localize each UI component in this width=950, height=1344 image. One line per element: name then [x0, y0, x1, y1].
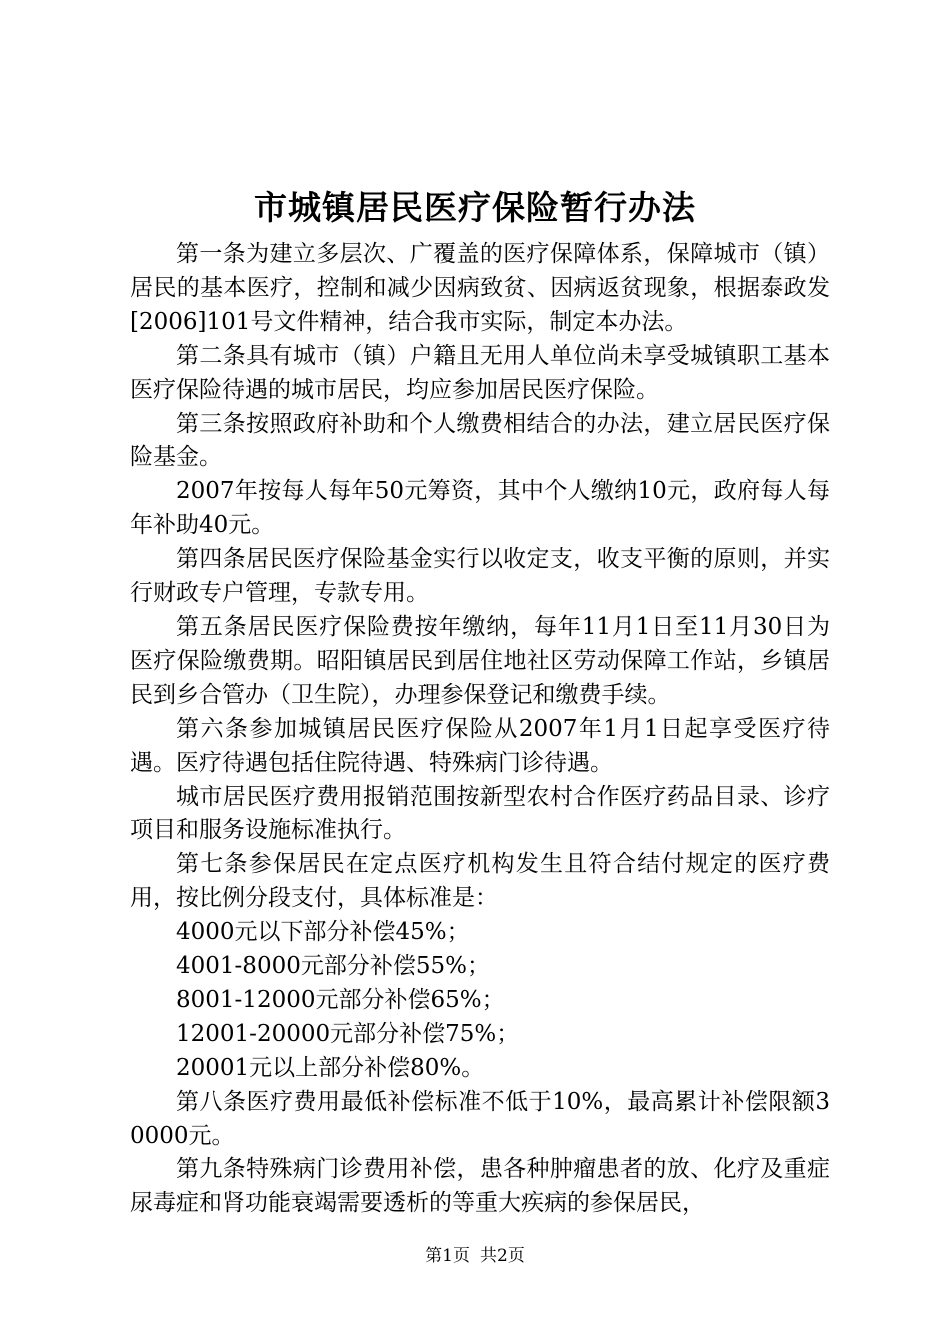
document-title: 市城镇居民医疗保险暂行办法: [254, 188, 696, 227]
paragraph-article-9: 第九条特殊病门诊费用补偿，患各种肿瘤患者的放、化疗及重症尿毒症和肾功能衰竭需要透析的等重大疾病的参保居民，: [130, 1156, 830, 1217]
paragraph-funding-2007: 2007年按每人每年50元筹资，其中个人缴纳10元，政府每人每年补助40元。: [130, 478, 830, 539]
compensation-tier-1: 4000元以下部分补偿45%；: [176, 919, 470, 946]
document-body: [130, 238, 830, 1221]
page-footer: [0, 1244, 950, 1268]
paragraph-article-8: 第八条医疗费用最低补偿标准不低于10%，最高累计补偿限额30000元。: [130, 1088, 830, 1149]
page-total: 共2页: [480, 1246, 525, 1266]
paragraph-article-4: 第四条居民医疗保险基金实行以收定支，收支平衡的原则，并实行财政专户管理，专款专用。: [130, 546, 830, 607]
page-number: 第1页: [425, 1246, 470, 1266]
paragraph-article-5: 第五条居民医疗保险费按年缴纳，每年11月1日至11月30日为医疗保险缴费期。昭阳镇居民到居住地社区劳动保障工作站，乡镇居民到乡合管办（卫生院），办理参保登记和缴费手续。: [130, 613, 830, 708]
compensation-tier-3: 8001-12000元部分补偿65%；: [176, 986, 505, 1013]
compensation-tier-5: 20001元以上部分补偿80%。: [176, 1054, 485, 1081]
paragraph-article-1: 第一条为建立多层次、广覆盖的医疗保障体系，保障城市（镇）居民的基本医疗，控制和减少因病致贫、因病返贫现象，根据泰政发[2006]101号文件精神，结合我市实际，制定本办法。: [130, 241, 830, 335]
paragraph-reimbursement-scope: 城市居民医疗费用报销范围按新型农村合作医疗药品目录、诊疗项目和服务设施标准执行。: [130, 783, 830, 844]
paragraph-article-3: 第三条按照政府补助和个人缴费相结合的办法，建立居民医疗保险基金。: [130, 410, 830, 471]
paragraph-article-7: 第七条参保居民在定点医疗机构发生且符合结付规定的医疗费用，按比例分段支付，具体标准是：: [130, 851, 830, 912]
paragraph-article-6: 第六条参加城镇居民医疗保险从2007年1月1日起享受医疗待遇。医疗待遇包括住院待遇、特殊病门诊待遇。: [130, 715, 830, 776]
compensation-tier-2: 4001-8000元部分补偿55%；: [176, 953, 490, 980]
paragraph-article-2: 第二条具有城市（镇）户籍且无用人单位尚未享受城镇职工基本医疗保险待遇的城市居民，均应参加居民医疗保险。: [130, 342, 830, 403]
compensation-tier-4: 12001-20000元部分补偿75%；: [176, 1020, 520, 1047]
